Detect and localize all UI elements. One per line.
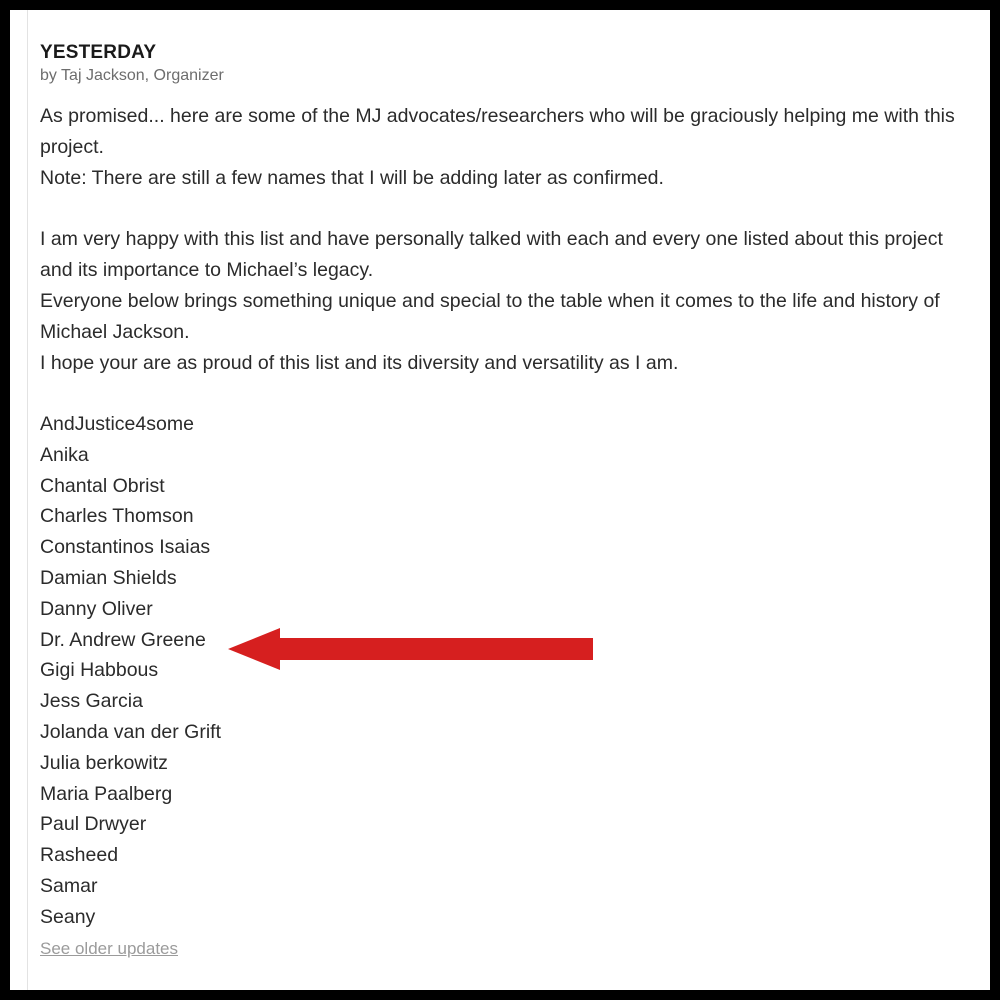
list-item: Anika [40,443,89,466]
update-byline: by Taj Jackson, Organizer [40,67,224,84]
update-body [40,101,960,379]
paragraph-1: As promised... here are some of the MJ advocates/researchers who will be graciously helping me with this project. [40,105,955,158]
list-item: Julia berkowitz [40,751,168,774]
list-item: Danny Oliver [40,597,153,620]
update-title: YESTERDAY [40,42,157,63]
see-older-updates-link[interactable]: See older updates [40,938,178,958]
list-item: Samar [40,874,98,897]
list-item: Seany [40,905,96,928]
paragraph-4: Everyone below brings something unique and special to the table when it comes to the life and history of Michael Jackson. [40,290,940,343]
paragraph-spacer [40,194,960,224]
list-item: Paul Drwyer [40,813,147,836]
list-item: Gigi Habbous [40,659,159,682]
list-item: Damian Shields [40,566,177,589]
paragraph-3: I am very happy with this list and have personally talked with each and every one listed about this project and its importance to Michael’s legacy. [40,228,943,281]
list-item: Jess Garcia [40,690,143,713]
update-content [28,10,990,990]
paragraph-2: Note: There are still a few names that I will be adding later as confirmed. [40,167,664,189]
update-card [10,10,990,990]
list-item: Jolanda van der Grift [40,720,222,743]
list-item: Maria Paalberg [40,782,173,805]
list-item: Charles Thomson [40,505,194,528]
paragraph-5: I hope your are as proud of this list and its diversity and versatility as I am. [40,352,679,374]
contributor-list [40,409,960,933]
list-item: Chantal Obrist [40,474,165,497]
list-item-highlighted: Dr. Andrew Greene [40,628,206,651]
left-rail [10,10,28,990]
list-item: Rasheed [40,844,119,867]
list-item: Constantinos Isaias [40,536,211,559]
list-item: AndJustice4some [40,413,194,435]
